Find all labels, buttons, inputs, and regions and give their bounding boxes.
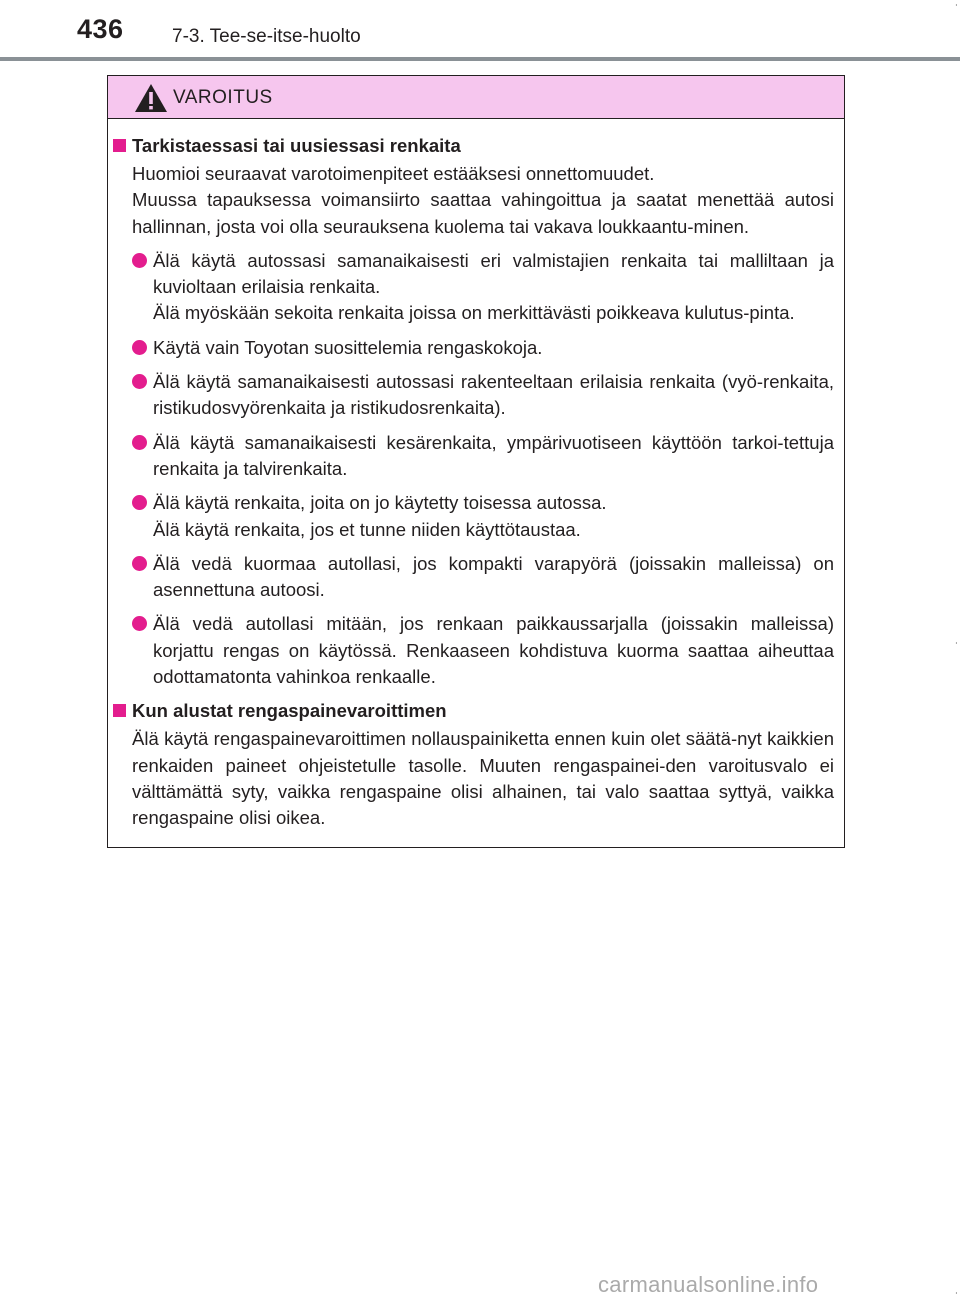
bullet-text: Älä käytä renkaita, jos et tunne niiden käyttötaustaa. [153, 518, 581, 540]
warning-box [107, 75, 845, 848]
footer-watermark: carmanualsonline.info [598, 1272, 819, 1297]
paragraph-line: Huomioi seuraavat varotoimenpiteet estääksesi onnettomuudet. [132, 163, 655, 184]
warning-content [108, 133, 844, 832]
header-rule [0, 57, 960, 61]
bullet-dot-icon [132, 556, 147, 571]
bullet-item [153, 335, 834, 361]
bullet-dot-icon [132, 435, 147, 450]
section-paragraph [132, 726, 834, 831]
section-heading [108, 698, 844, 724]
section-title: 7-3. Tee-se-itse-huolto [172, 26, 361, 47]
bullet-item [153, 611, 834, 690]
bullet-dot-icon [132, 374, 147, 389]
bullet-dot-icon [132, 616, 147, 631]
bullet-text: Älä käytä autossasi samanaikaisesti eri valmistajien renkaita tai malliltaan ja kuvioltaan erilaisia renkaita. [153, 249, 834, 298]
bullet-text: Älä myöskään sekoita renkaita joissa on merkittävästi poikkeava kulutus-pinta. [153, 302, 795, 324]
section-heading-text: Kun alustat rengaspainevaroittimen [132, 700, 447, 722]
section-heading [108, 133, 844, 159]
bullet-list [108, 248, 844, 690]
section-heading-text: Tarkistaessasi tai uusiessasi renkaita [132, 135, 461, 156]
warning-header [108, 76, 844, 119]
bullet-text: Älä käytä samanaikaisesti autossasi rakenteeltaan erilaisia renkaita (vyö-renkaita, ristikudosvyörenkaita ja ristikudosrenkaita). [153, 371, 834, 419]
bullet-item [153, 551, 834, 604]
edge-mark: ˙ [955, 2, 959, 16]
warning-label: VAROITUS [173, 87, 273, 108]
warning-triangle-icon [134, 83, 168, 113]
paragraph-line: Muussa tapauksessa voimansiirto saattaa vahingoittua ja saatat menettää autosi hallinnan, josta voi olla seurauksena kuolema tai vakava loukkaantu-minen. [132, 189, 834, 237]
page-number: 436 [77, 14, 124, 44]
bullet-text: Älä käytä renkaita, joita on jo käytetty toisessa autossa. [153, 492, 607, 514]
bullet-text: Älä vedä kuormaa autollasi, jos kompakti varapyörä (joissakin malleissa) on asennettuna autoosi. [153, 552, 834, 601]
paragraph-line: Älä käytä rengaspainevaroittimen nollauspainiketta ennen kuin olet säätä-nyt kaikkien renkaiden paineet ohjeistetulle tasolle. Muuten rengaspainei-den varoitusvalo ei välttämättä syty, vaikka rengaspaine olisi alhainen, tai valo saattaa syttyä, vaikka rengaspaine olisi oikea. [132, 728, 834, 829]
edge-mark: ˙ [955, 1290, 959, 1304]
bullet-item [153, 369, 834, 422]
bullet-item [153, 248, 834, 327]
edge-mark: ˙ [955, 640, 959, 654]
bullet-dot-icon [132, 340, 147, 355]
bullet-item [153, 490, 834, 543]
bullet-text: Käytä vain Toyotan suosittelemia rengaskokoja. [153, 336, 543, 358]
square-bullet-icon [113, 704, 126, 717]
bullet-item [153, 430, 834, 483]
square-bullet-icon [113, 139, 126, 152]
section-paragraph [132, 161, 834, 240]
bullet-dot-icon [132, 253, 147, 268]
bullet-text: Älä käytä samanaikaisesti kesärenkaita, ympärivuotiseen käyttöön tarkoi-tettuja renkaita ja talvirenkaita. [153, 431, 834, 479]
bullet-dot-icon [132, 495, 147, 510]
bullet-text: Älä vedä autollasi mitään, jos renkaan paikkaussarjalla (joissakin malleissa) korjattu rengas on käytössä. Renkaaseen kohdistuva kuorma saattaa aiheuttaa odottamatonta vahinkoa renkaalle. [153, 613, 834, 688]
